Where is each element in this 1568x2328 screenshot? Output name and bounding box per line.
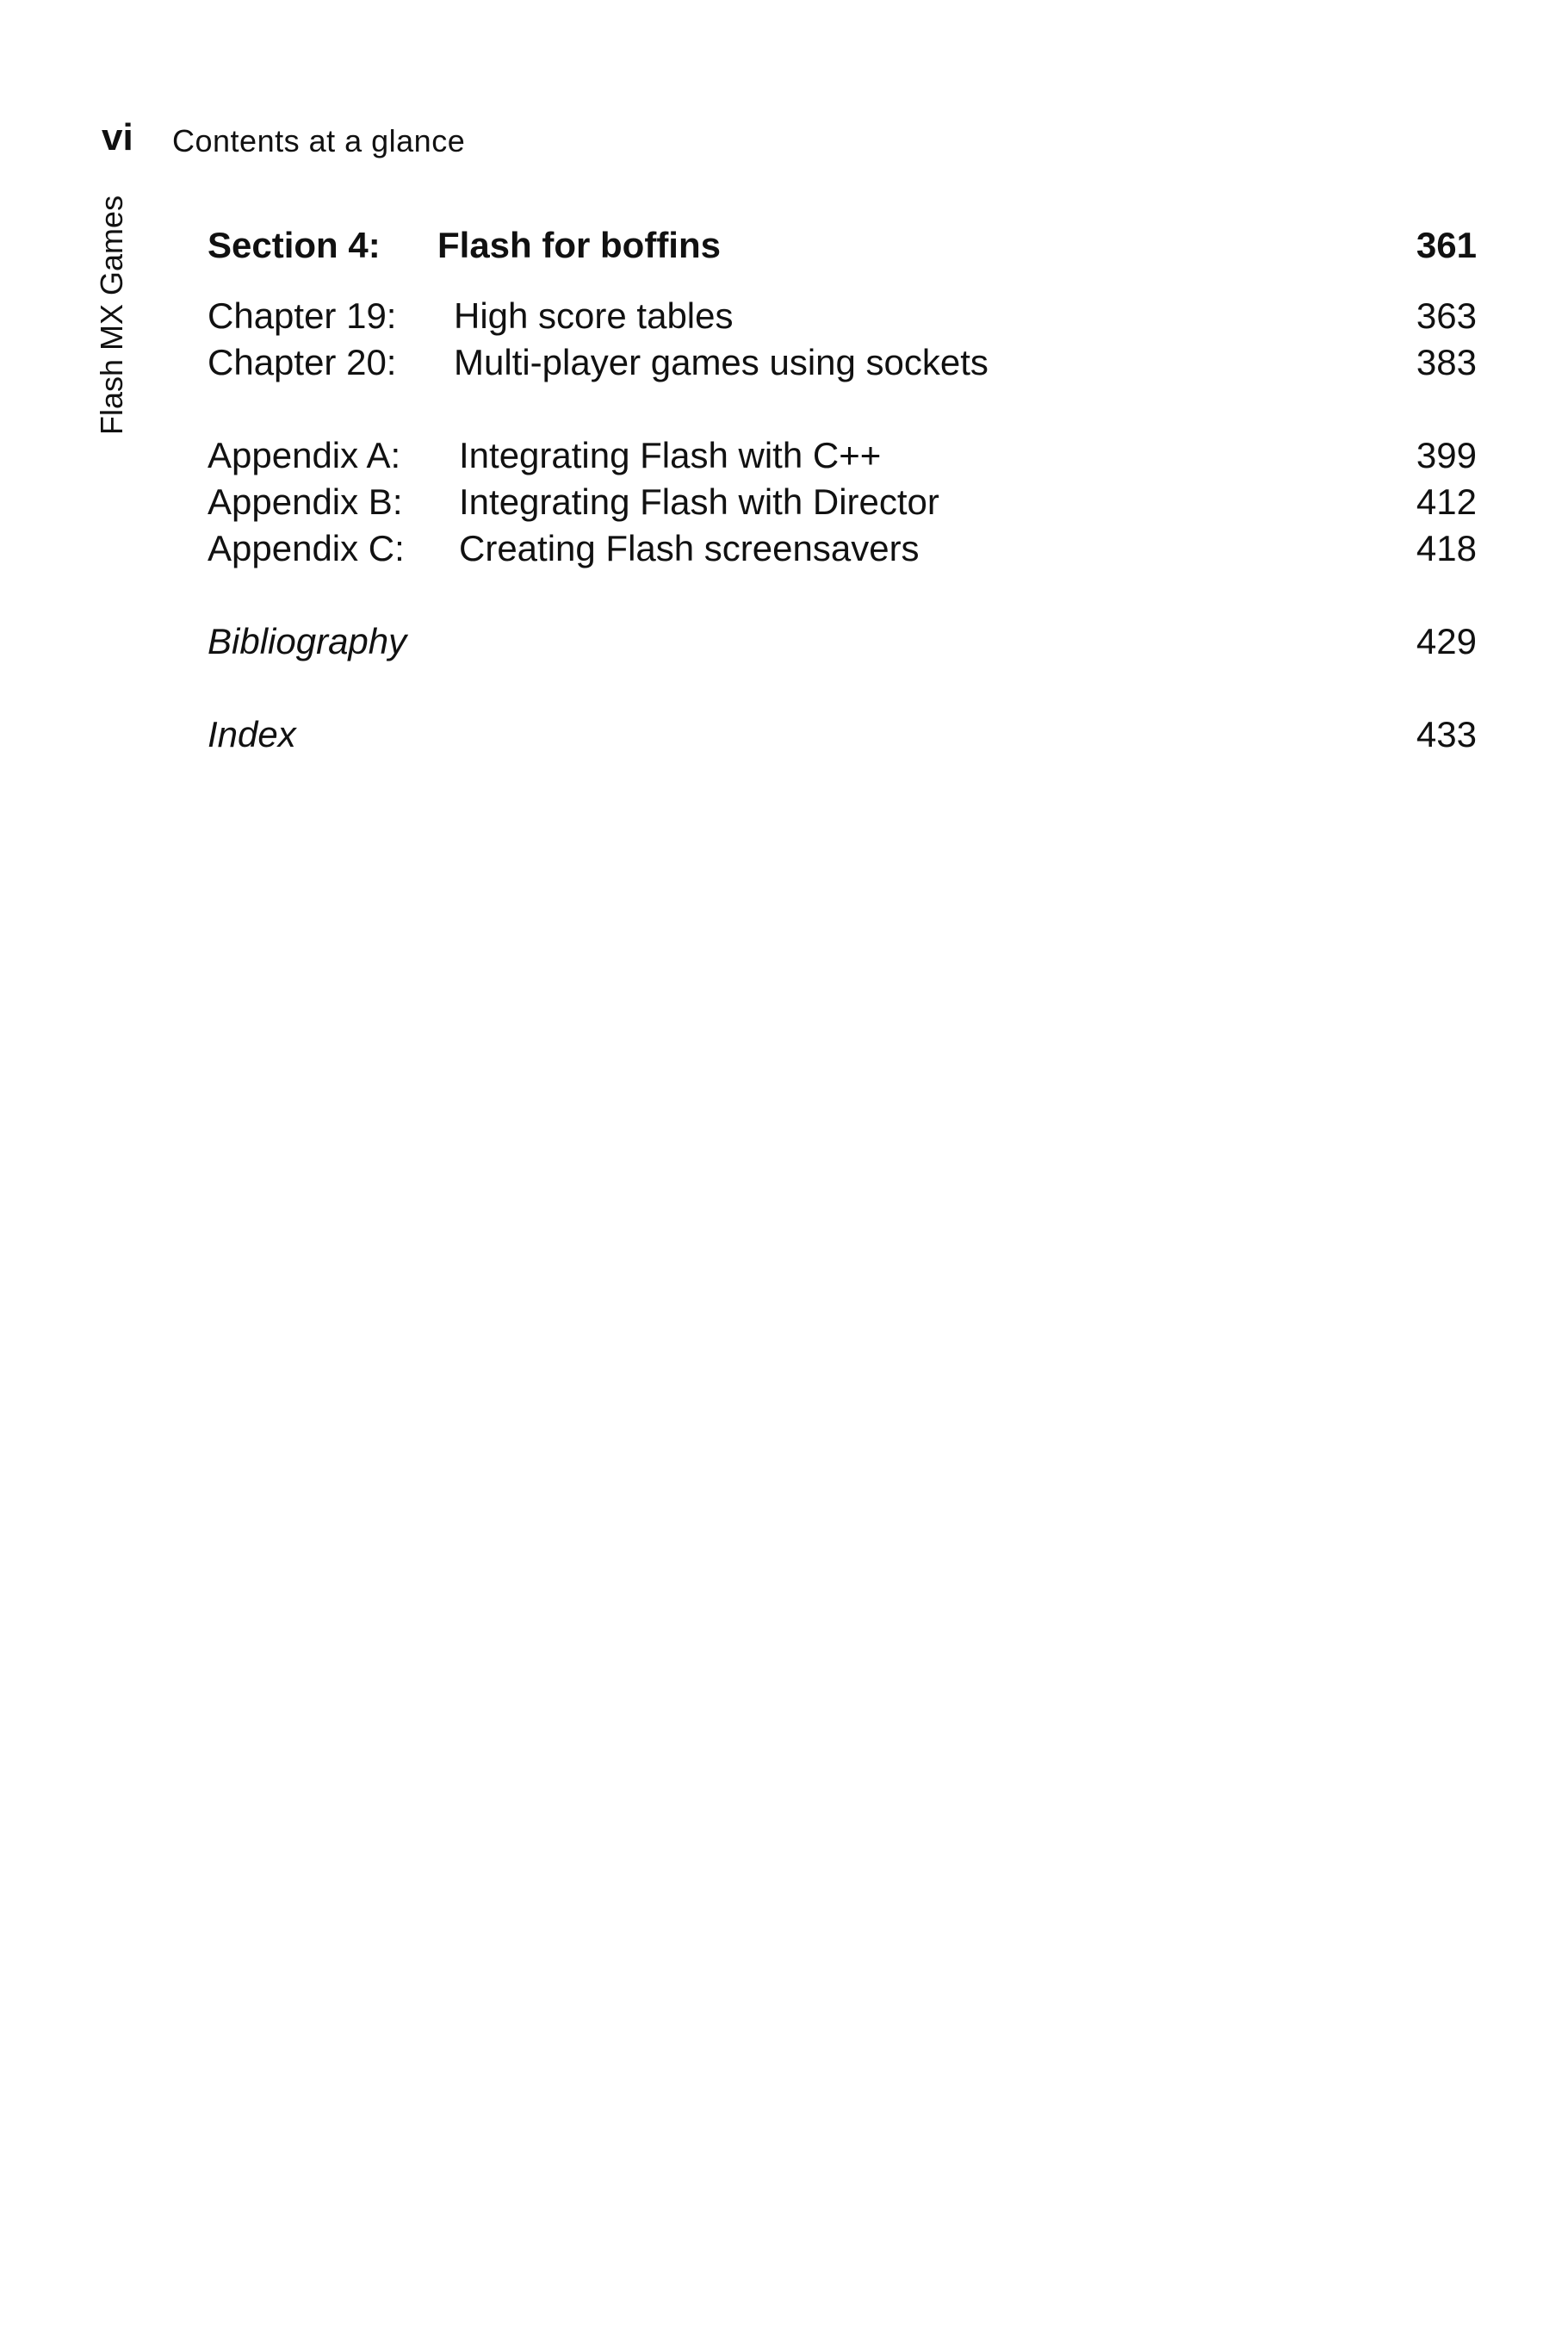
toc-chapter-19 <box>208 293 1477 339</box>
running-head: Contents at a glance <box>172 123 466 158</box>
appendix-label: Appendix A: <box>208 435 401 475</box>
toc-bibliography <box>208 618 1477 665</box>
section-label: Section 4: <box>208 225 381 265</box>
chapter-label: Chapter 19: <box>208 295 397 336</box>
backmatter-title: Index <box>208 714 296 754</box>
toc-appendix-b <box>208 479 1477 525</box>
section-title: Flash for boffins <box>437 225 721 265</box>
appendix-page: 418 <box>1416 528 1477 568</box>
backmatter-page: 429 <box>1416 621 1477 661</box>
backmatter-page: 433 <box>1416 714 1477 754</box>
toc-chapter-20 <box>208 339 1477 386</box>
chapter-page: 383 <box>1416 342 1477 382</box>
toc-section-4 <box>208 222 1477 269</box>
chapter-label: Chapter 20: <box>208 342 397 382</box>
section-page: 361 <box>1416 225 1477 265</box>
chapter-title: Multi-player games using sockets <box>454 342 989 382</box>
appendix-title: Creating Flash screensavers <box>459 528 920 568</box>
appendix-label: Appendix C: <box>208 528 405 568</box>
appendix-label: Appendix B: <box>208 481 403 522</box>
appendix-page: 399 <box>1416 435 1477 475</box>
toc-appendix-a <box>208 432 1477 479</box>
table-of-contents <box>208 222 1477 758</box>
toc-appendix-c <box>208 525 1477 572</box>
appendix-title: Integrating Flash with C++ <box>459 435 882 475</box>
chapter-page: 363 <box>1416 295 1477 336</box>
spine-book-title: Flash MX Games <box>94 195 129 435</box>
page-number: vi <box>102 116 133 158</box>
toc-index <box>208 711 1477 758</box>
appendix-title: Integrating Flash with Director <box>459 481 939 522</box>
appendix-page: 412 <box>1416 481 1477 522</box>
backmatter-title: Bibliography <box>208 621 407 661</box>
chapter-title: High score tables <box>454 295 734 336</box>
